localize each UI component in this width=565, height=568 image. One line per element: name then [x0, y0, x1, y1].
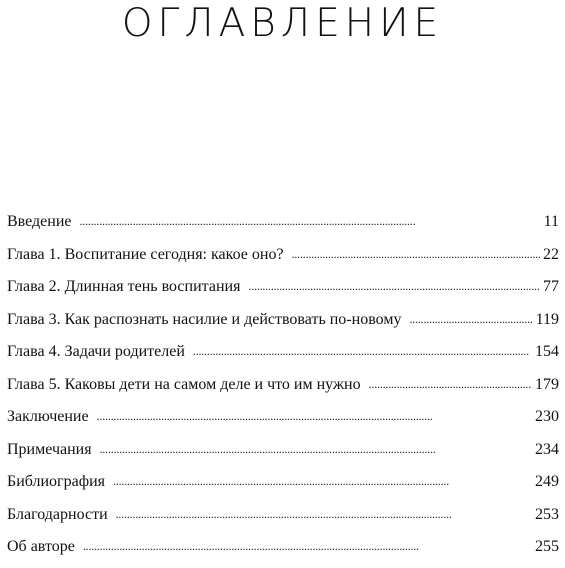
toc-entry-label: Библиография	[7, 473, 105, 490]
dot-leader	[292, 242, 540, 266]
toc-entry-page-number: 22	[543, 245, 559, 263]
toc-entry[interactable]	[7, 535, 559, 568]
page-title: ОГЛАВЛЕНИЕ	[121, 1, 444, 46]
toc-entry-label: Введение	[7, 213, 72, 230]
dot-leader	[80, 209, 541, 233]
dot-leader	[193, 339, 532, 363]
dot-leader	[369, 372, 532, 396]
toc-entry-label: Глава 4. Задачи родителей	[7, 343, 185, 360]
dot-leader	[116, 502, 532, 526]
toc-entry[interactable]	[7, 438, 559, 471]
toc-entry[interactable]	[7, 405, 559, 438]
dot-leader	[97, 404, 532, 428]
dot-leader	[248, 274, 540, 298]
toc-entry[interactable]	[7, 243, 559, 276]
toc-entry[interactable]	[7, 308, 559, 341]
toc-entry[interactable]	[7, 210, 559, 243]
toc-entry-label: Глава 3. Как распознать насилие и действовать по-новому	[7, 310, 402, 328]
toc-entry-page-number: 154	[535, 343, 559, 360]
toc-entry-page-number: 119	[535, 310, 559, 328]
toc-entry-page-number: 11	[543, 213, 559, 230]
dot-leader	[113, 469, 532, 493]
toc-entry-label: Об авторе	[7, 538, 75, 555]
toc-entry-label: Благодарности	[7, 505, 108, 523]
toc-entry-label: Глава 1. Воспитание сегодня: какое оно?	[7, 245, 284, 263]
toc-entry-page-number: 179	[535, 375, 559, 393]
toc-entry-label: Глава 5. Каковы дети на самом деле и что им нужно	[7, 375, 361, 393]
dot-leader	[100, 437, 532, 461]
toc-entry[interactable]	[7, 470, 559, 503]
toc-entry-label: Заключение	[7, 408, 89, 425]
toc-entry-page-number: 255	[535, 538, 559, 555]
toc-entry-label: Глава 2. Длинная тень воспитания	[7, 278, 241, 295]
dot-leader	[409, 307, 532, 331]
toc-list	[7, 210, 559, 568]
toc-entry-page-number: 230	[535, 408, 559, 425]
toc-entry-page-number: 249	[535, 473, 559, 490]
toc-entry-page-number: 77	[543, 278, 559, 295]
toc-entry-page-number: 234	[535, 440, 559, 458]
dot-leader	[83, 534, 532, 558]
toc-entry[interactable]	[7, 503, 559, 536]
toc-entry[interactable]	[7, 373, 559, 406]
toc-entry-page-number: 253	[535, 505, 559, 523]
toc-entry[interactable]	[7, 340, 559, 373]
toc-entry[interactable]	[7, 275, 559, 308]
toc-entry-label: Примечания	[7, 440, 92, 458]
